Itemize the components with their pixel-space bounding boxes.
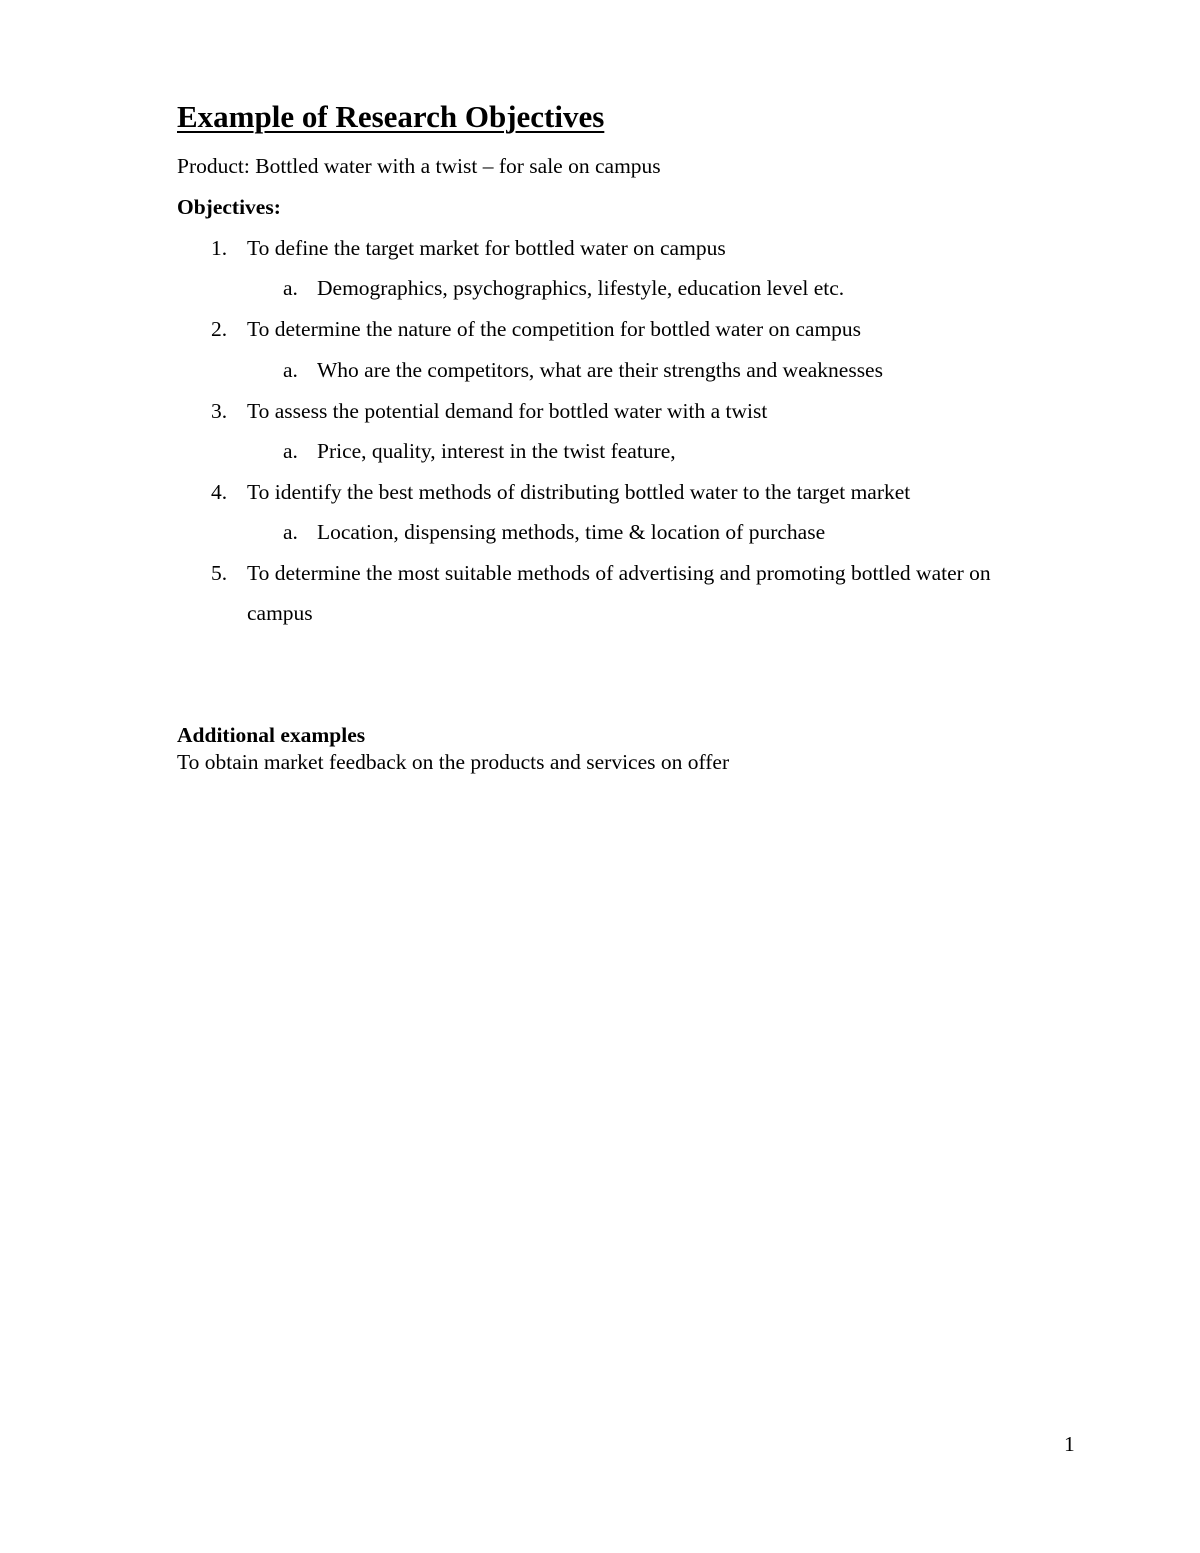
- list-item: To identify the best methods of distributing bottled water to the target market: [247, 480, 911, 504]
- additional-heading: Additional examples: [177, 723, 366, 747]
- sub-list-marker: a.: [283, 520, 298, 544]
- list-item-continuation: campus: [247, 601, 313, 625]
- sub-list-item: Location, dispensing methods, time & location of purchase: [317, 520, 826, 544]
- list-item: To assess the potential demand for bottled water with a twist: [247, 399, 768, 423]
- sub-list-item: Who are the competitors, what are their strengths and weaknesses: [317, 358, 883, 382]
- sub-list-item: Demographics, psychographics, lifestyle, education level etc.: [317, 276, 845, 300]
- objectives-heading: Objectives:: [177, 195, 281, 219]
- list-marker: 4.: [211, 480, 228, 504]
- list-marker: 5.: [211, 561, 228, 585]
- sub-list-item: Price, quality, interest in the twist feature,: [317, 439, 676, 463]
- sub-list-marker: a.: [283, 276, 298, 300]
- list-marker: 3.: [211, 399, 228, 423]
- sub-list-marker: a.: [283, 358, 298, 382]
- list-item: To define the target market for bottled water on campus: [247, 236, 726, 260]
- list-item: To determine the most suitable methods of advertising and promoting bottled water on: [247, 561, 991, 585]
- list-marker: 1.: [211, 236, 228, 260]
- product-line: Product: Bottled water with a twist – for sale on campus: [177, 154, 661, 178]
- list-marker: 2.: [211, 317, 228, 341]
- page-title: Example of Research Objectives: [177, 99, 605, 134]
- additional-text: To obtain market feedback on the products and services on offer: [177, 750, 730, 774]
- sub-list-marker: a.: [283, 439, 298, 463]
- list-item: To determine the nature of the competition for bottled water on campus: [247, 317, 862, 341]
- page-number: 1: [1064, 1432, 1075, 1456]
